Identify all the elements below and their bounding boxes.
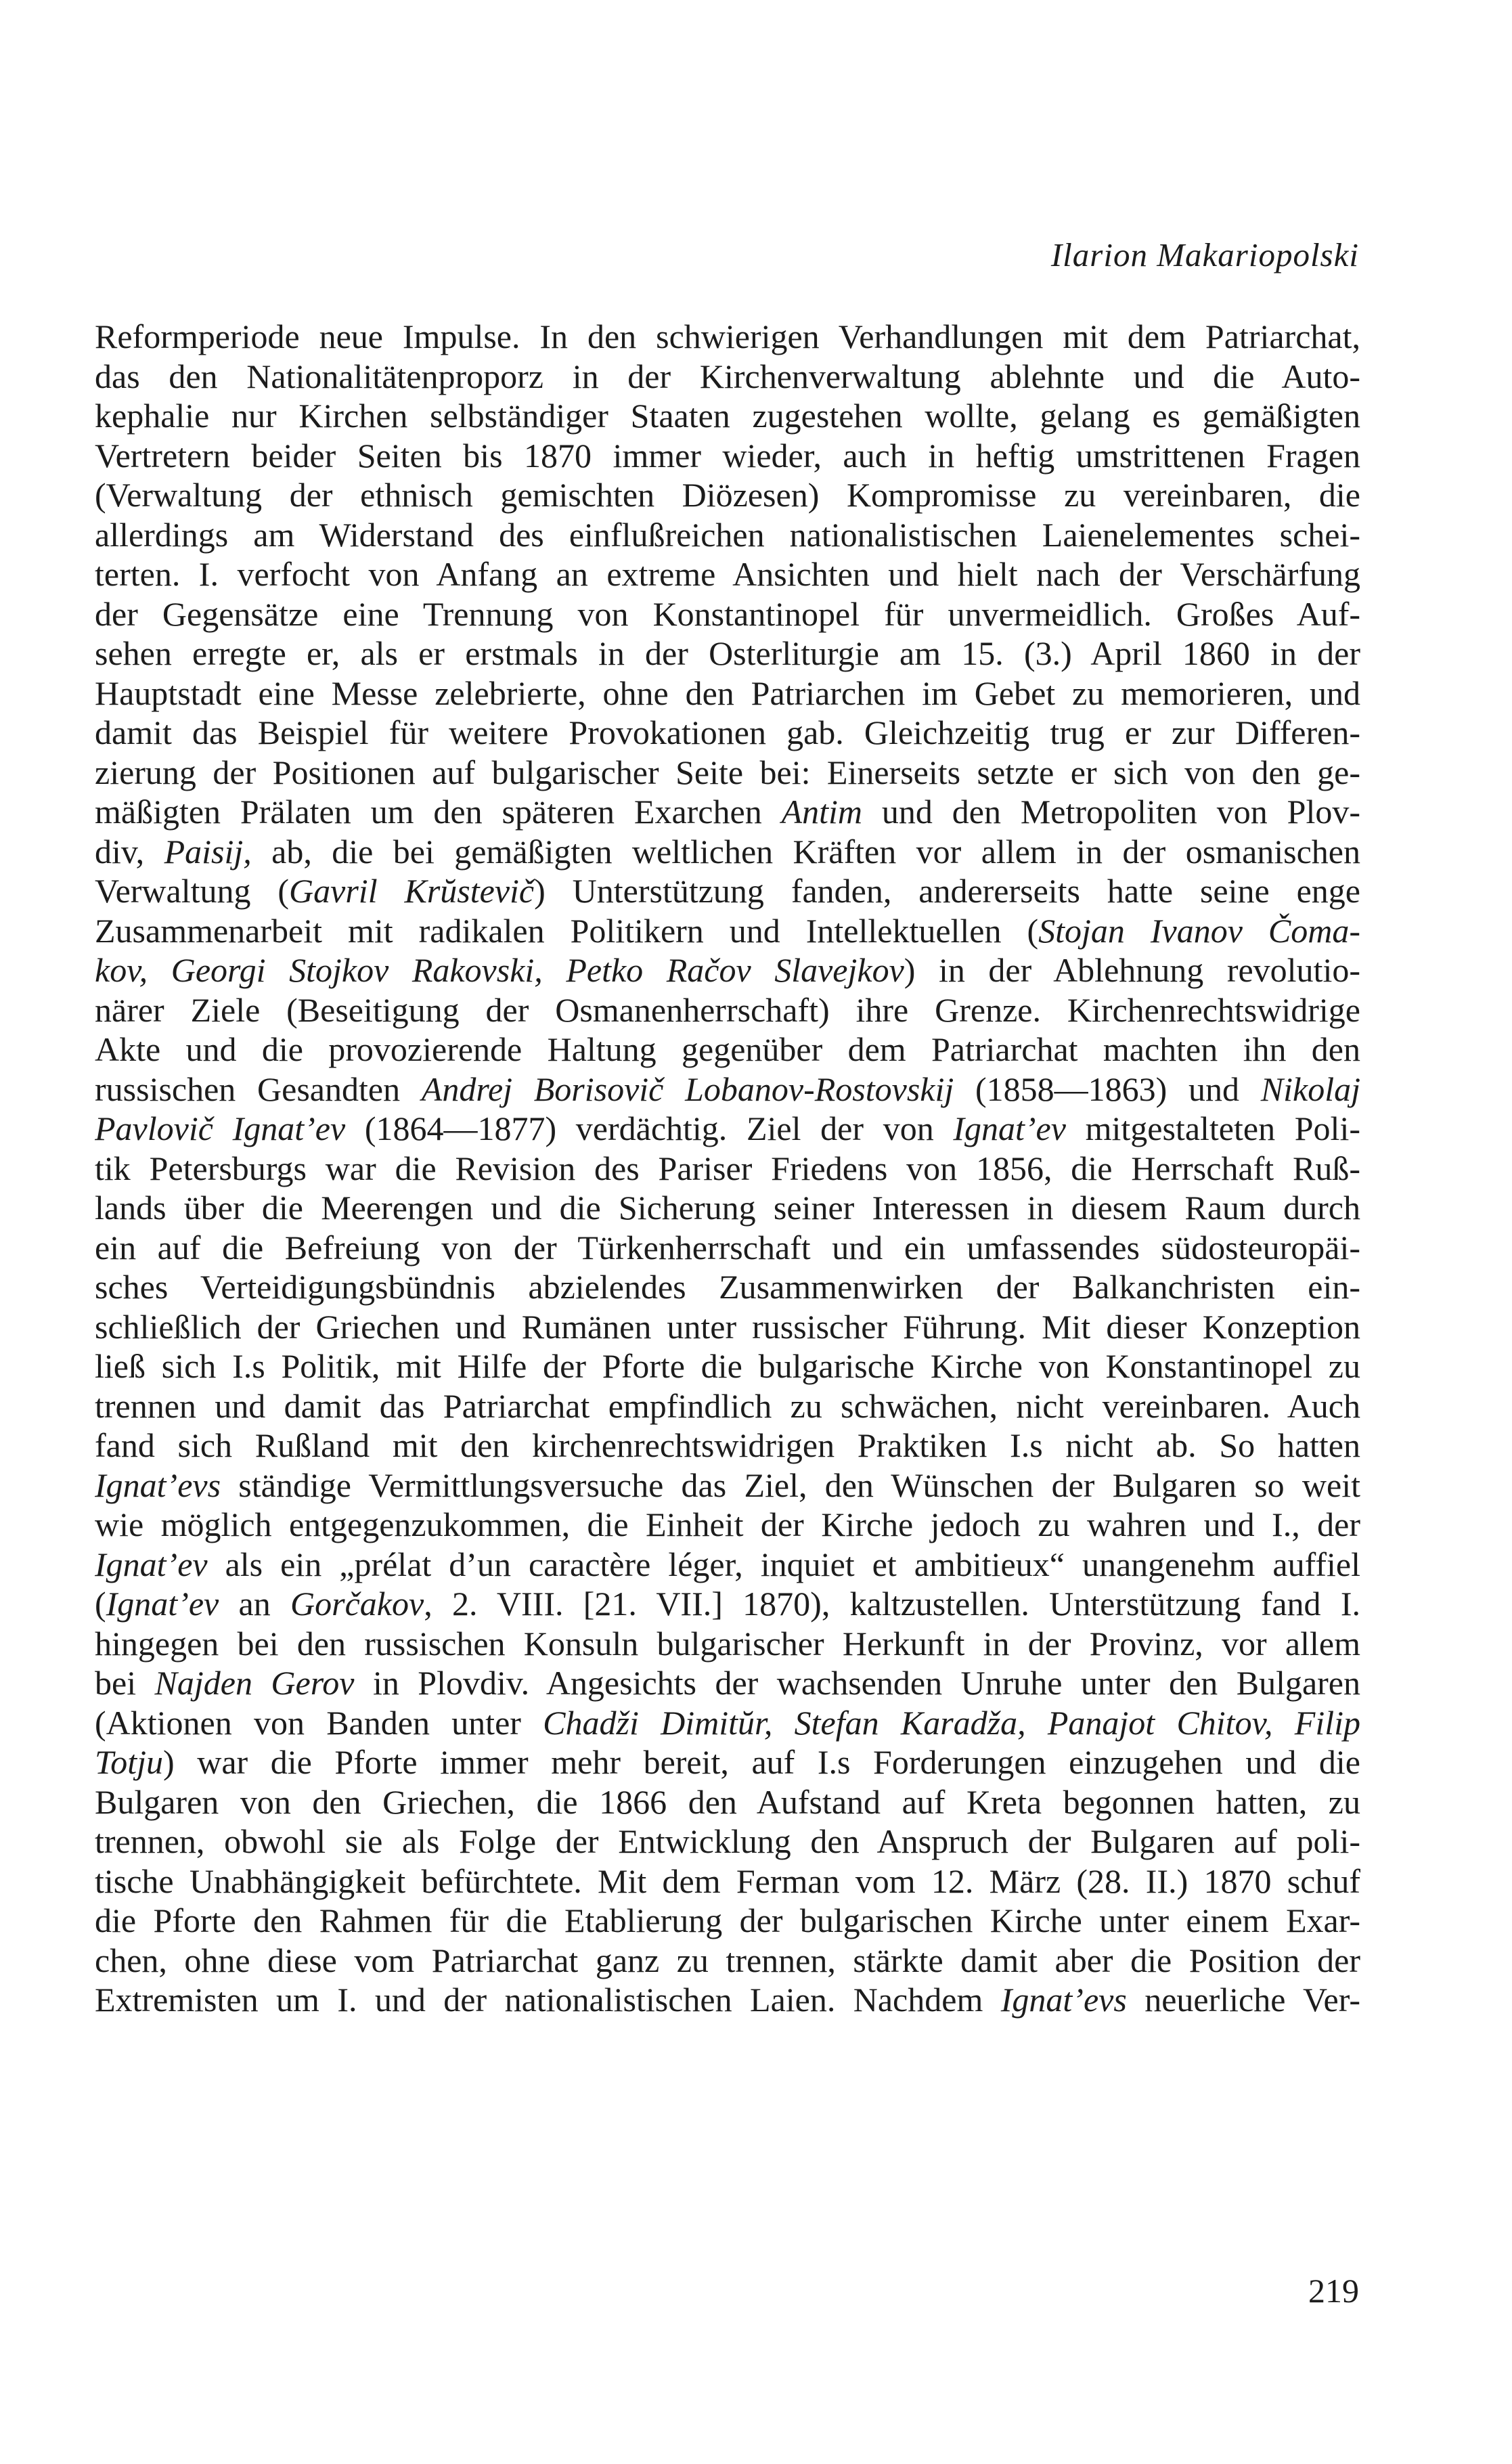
text-segment: ständige Vermittlungsversuche das Ziel, den Wünschen der Bulgaren so weit xyxy=(221,1466,1360,1504)
text-line xyxy=(95,1505,1360,1545)
text-segment: terten. I. verfocht von Anfang an extreme Ansichten und hielt nach der Verschärfung xyxy=(95,555,1360,593)
text-segment: an xyxy=(219,1585,291,1623)
text-segment: ) war die Pforte immer mehr bereit, auf I.s Forderungen einzugehen und die xyxy=(163,1743,1360,1781)
text-segment: der Gegensätze eine Trennung von Konstantinopel für unvermeidlich. Großes Auf- xyxy=(95,594,1360,633)
text-segment: bei xyxy=(95,1664,155,1702)
text-segment: tik Petersburgs war die Revision des Pariser Friedens von 1856, die Herrschaft Ruß- xyxy=(95,1149,1360,1187)
text-line xyxy=(95,753,1360,793)
italic-name: Nikolaj xyxy=(1260,1070,1360,1108)
text-line xyxy=(95,1426,1360,1466)
text-segment: Extremisten um I. und der nationalistischen Laien. Nachdem xyxy=(95,1981,1001,2019)
text-segment: (Verwaltung der ethnisch gemischten Diözesen) Kompromisse zu vereinbaren, die xyxy=(95,476,1360,514)
text-segment: hingegen bei den russischen Konsuln bulgarischer Herkunft in der Provinz, vor allem xyxy=(95,1624,1360,1663)
italic-name: Antim xyxy=(781,793,863,831)
text-line xyxy=(95,1901,1360,1941)
text-line xyxy=(95,1742,1360,1782)
italic-name: Ignat’ev xyxy=(106,1585,219,1623)
text-segment: Zusammenarbeit mit radikalen Politikern und Intellektuellen ( xyxy=(95,911,1039,950)
text-segment: Reformperiode neue Impulse. In den schwierigen Verhandlungen mit dem Patriarchat, xyxy=(95,317,1360,355)
italic-name: Andrej Borisovič Lobanov-Rostovskij xyxy=(421,1070,954,1108)
text-line xyxy=(95,1228,1360,1268)
text-segment: neuerliche Ver- xyxy=(1126,1981,1360,2019)
text-segment: als ein „prélat d’un caractère léger, inquiet et ambitieux“ unangenehm auffiel xyxy=(207,1545,1360,1583)
text-segment: (1864—1877) verdächtig. Ziel der von xyxy=(345,1109,954,1147)
italic-name: Pavlovič Ignat’ev xyxy=(95,1109,346,1147)
text-segment: Verwaltung ( xyxy=(95,872,290,910)
body-text xyxy=(95,317,1360,2020)
text-line xyxy=(95,832,1360,872)
text-line xyxy=(95,1030,1360,1070)
text-segment: ab, die bei gemäßigten weltlichen Kräften vor allem in der osmanischen xyxy=(251,832,1360,871)
italic-name: Paisij, xyxy=(164,832,252,871)
text-segment: Bulgaren von den Griechen, die 1866 den Aufstand auf Kreta begonnen hatten, zu xyxy=(95,1782,1360,1821)
text-line xyxy=(95,1188,1360,1228)
text-segment: ) in der Ablehnung revolutio- xyxy=(904,951,1360,989)
text-line xyxy=(95,990,1360,1030)
text-segment: wie möglich entgegenzukommen, die Einheit der Kirche jedoch zu wahren und I., der xyxy=(95,1505,1360,1543)
text-line xyxy=(95,1624,1360,1664)
text-segment: div, xyxy=(95,832,164,871)
text-segment: kephalie nur Kirchen selbständiger Staaten zugestehen wollte, gelang es gemäßigten xyxy=(95,397,1360,435)
text-line xyxy=(95,1980,1360,2020)
text-line xyxy=(95,1862,1360,1901)
text-line xyxy=(95,950,1360,990)
text-segment: (Aktionen von Banden unter xyxy=(95,1703,543,1742)
text-line xyxy=(95,515,1360,555)
text-segment: das den Nationalitätenproporz in der Kirchenverwaltung ablehnte und die Auto- xyxy=(95,357,1360,395)
text-line xyxy=(95,1109,1360,1149)
italic-name: Gorčakov xyxy=(290,1585,424,1623)
text-line xyxy=(95,1386,1360,1426)
text-line xyxy=(95,475,1360,515)
text-segment: ließ sich I.s Politik, mit Hilfe der Pforte die bulgarische Kirche von Konstantinopel zu xyxy=(95,1347,1360,1385)
italic-name: Ignat’ev xyxy=(953,1109,1066,1147)
text-segment: allerdings am Widerstand des einflußreichen nationalistischen Laienelementes schei- xyxy=(95,515,1360,554)
text-segment: mäßigten Prälaten um den späteren Exarchen xyxy=(95,793,782,831)
text-segment: russischen Gesandten xyxy=(95,1070,422,1108)
text-segment: Hauptstadt eine Messe zelebrierte, ohne den Patriarchen im Gebet zu memorieren, und xyxy=(95,674,1360,712)
text-segment: ( xyxy=(95,1585,106,1623)
text-segment: in Plovdiv. Angesichts der wachsenden Unruhe unter den Bulgaren xyxy=(354,1664,1360,1702)
text-segment: trennen und damit das Patriarchat empfindlich zu schwächen, nicht vereinbaren. Auch xyxy=(95,1386,1360,1425)
text-segment: Akte und die provozierende Haltung gegenüber dem Patriarchat machten ihn den xyxy=(95,1030,1360,1068)
text-segment: närer Ziele (Beseitigung der Osmanenherrschaft) ihre Grenze. Kirchenrechtswidrige xyxy=(95,990,1360,1029)
italic-name: Ignat’evs xyxy=(1000,1981,1127,2019)
text-segment: ) Unterstützung fanden, andererseits hatte seine enge xyxy=(534,872,1360,910)
text-segment: tische Unabhängigkeit befürchtete. Mit dem Ferman vom 12. März (28. II.) 1870 schuf xyxy=(95,1862,1360,1900)
text-segment: (1858—1863) und xyxy=(954,1070,1261,1108)
text-segment: trennen, obwohl sie als Folge der Entwicklung den Anspruch der Bulgaren auf poli- xyxy=(95,1822,1360,1860)
text-line xyxy=(95,357,1360,397)
text-segment: chen, ohne diese vom Patriarchat ganz zu trennen, stärkte damit aber die Position der xyxy=(95,1941,1360,1979)
text-line xyxy=(95,1584,1360,1624)
text-line xyxy=(95,317,1360,357)
text-segment: schließlich der Griechen und Rumänen unter russischer Führung. Mit dieser Konzeption xyxy=(95,1307,1360,1346)
text-line xyxy=(95,1267,1360,1307)
italic-name: Chadži Dimitŭr, Stefan Karadža, Panajot Chitov, Filip xyxy=(543,1703,1360,1742)
text-line xyxy=(95,1070,1360,1109)
text-line xyxy=(95,1941,1360,1981)
text-line xyxy=(95,1822,1360,1862)
text-line xyxy=(95,1545,1360,1585)
italic-name: Totju xyxy=(95,1743,164,1781)
text-line xyxy=(95,396,1360,436)
italic-name: Ignat’ev xyxy=(95,1545,208,1583)
text-line xyxy=(95,674,1360,713)
text-segment: damit das Beispiel für weitere Provokationen gab. Gleichzeitig trug er zur Differen- xyxy=(95,713,1360,751)
italic-name: Ignat’evs xyxy=(95,1466,221,1504)
text-line xyxy=(95,634,1360,674)
text-line xyxy=(95,1466,1360,1505)
italic-name: Najden Gerov xyxy=(154,1664,355,1702)
text-segment: und den Metropoliten von Plov- xyxy=(862,793,1360,831)
text-line xyxy=(95,792,1360,832)
text-line xyxy=(95,436,1360,476)
text-line xyxy=(95,594,1360,634)
italic-name: Stojan Ivanov Čoma- xyxy=(1038,911,1360,950)
text-segment: fand sich Rußland mit den kirchenrechtswidrigen Praktiken I.s nicht ab. So hatten xyxy=(95,1426,1360,1464)
text-segment: ein auf die Befreiung von der Türkenherrschaft und ein umfassendes südosteuropäi- xyxy=(95,1228,1360,1267)
text-segment: , 2. VIII. [21. VII.] 1870), kaltzustellen. Unterstützung fand I. xyxy=(424,1585,1360,1623)
text-segment: sches Verteidigungsbündnis abzielendes Zusammenwirken der Balkanchristen ein- xyxy=(95,1268,1360,1306)
text-line xyxy=(95,871,1360,911)
text-line xyxy=(95,1346,1360,1386)
text-segment: mitgestalteten Poli- xyxy=(1065,1109,1360,1147)
text-segment: lands über die Meerengen und die Sicherung seiner Interessen in diesem Raum durch xyxy=(95,1189,1360,1227)
italic-name: Gavril Krŭstevič xyxy=(289,872,535,910)
text-segment: Vertretern beider Seiten bis 1870 immer wieder, auch in heftig umstrittenen Fragen xyxy=(95,436,1360,475)
text-line xyxy=(95,1703,1360,1743)
text-line xyxy=(95,1149,1360,1189)
text-segment: zierung der Positionen auf bulgarischer Seite bei: Einerseits setzte er sich von den ge- xyxy=(95,753,1360,791)
text-line xyxy=(95,911,1360,951)
page-number: 219 xyxy=(1308,2272,1359,2310)
text-line xyxy=(95,713,1360,753)
text-line xyxy=(95,1307,1360,1347)
text-segment: sehen erregte er, als er erstmals in der Osterliturgie am 15. (3.) April 1860 in der xyxy=(95,634,1360,672)
text-segment: die Pforte den Rahmen für die Etablierung der bulgarischen Kirche unter einem Exar- xyxy=(95,1901,1360,1939)
running-head: Ilarion Makariopolski xyxy=(1050,236,1359,273)
text-line xyxy=(95,1663,1360,1703)
italic-name: kov, Georgi Stojkov Rakovski, Petko Račov Slavejkov xyxy=(95,951,904,989)
text-line xyxy=(95,554,1360,594)
text-line xyxy=(95,1782,1360,1822)
